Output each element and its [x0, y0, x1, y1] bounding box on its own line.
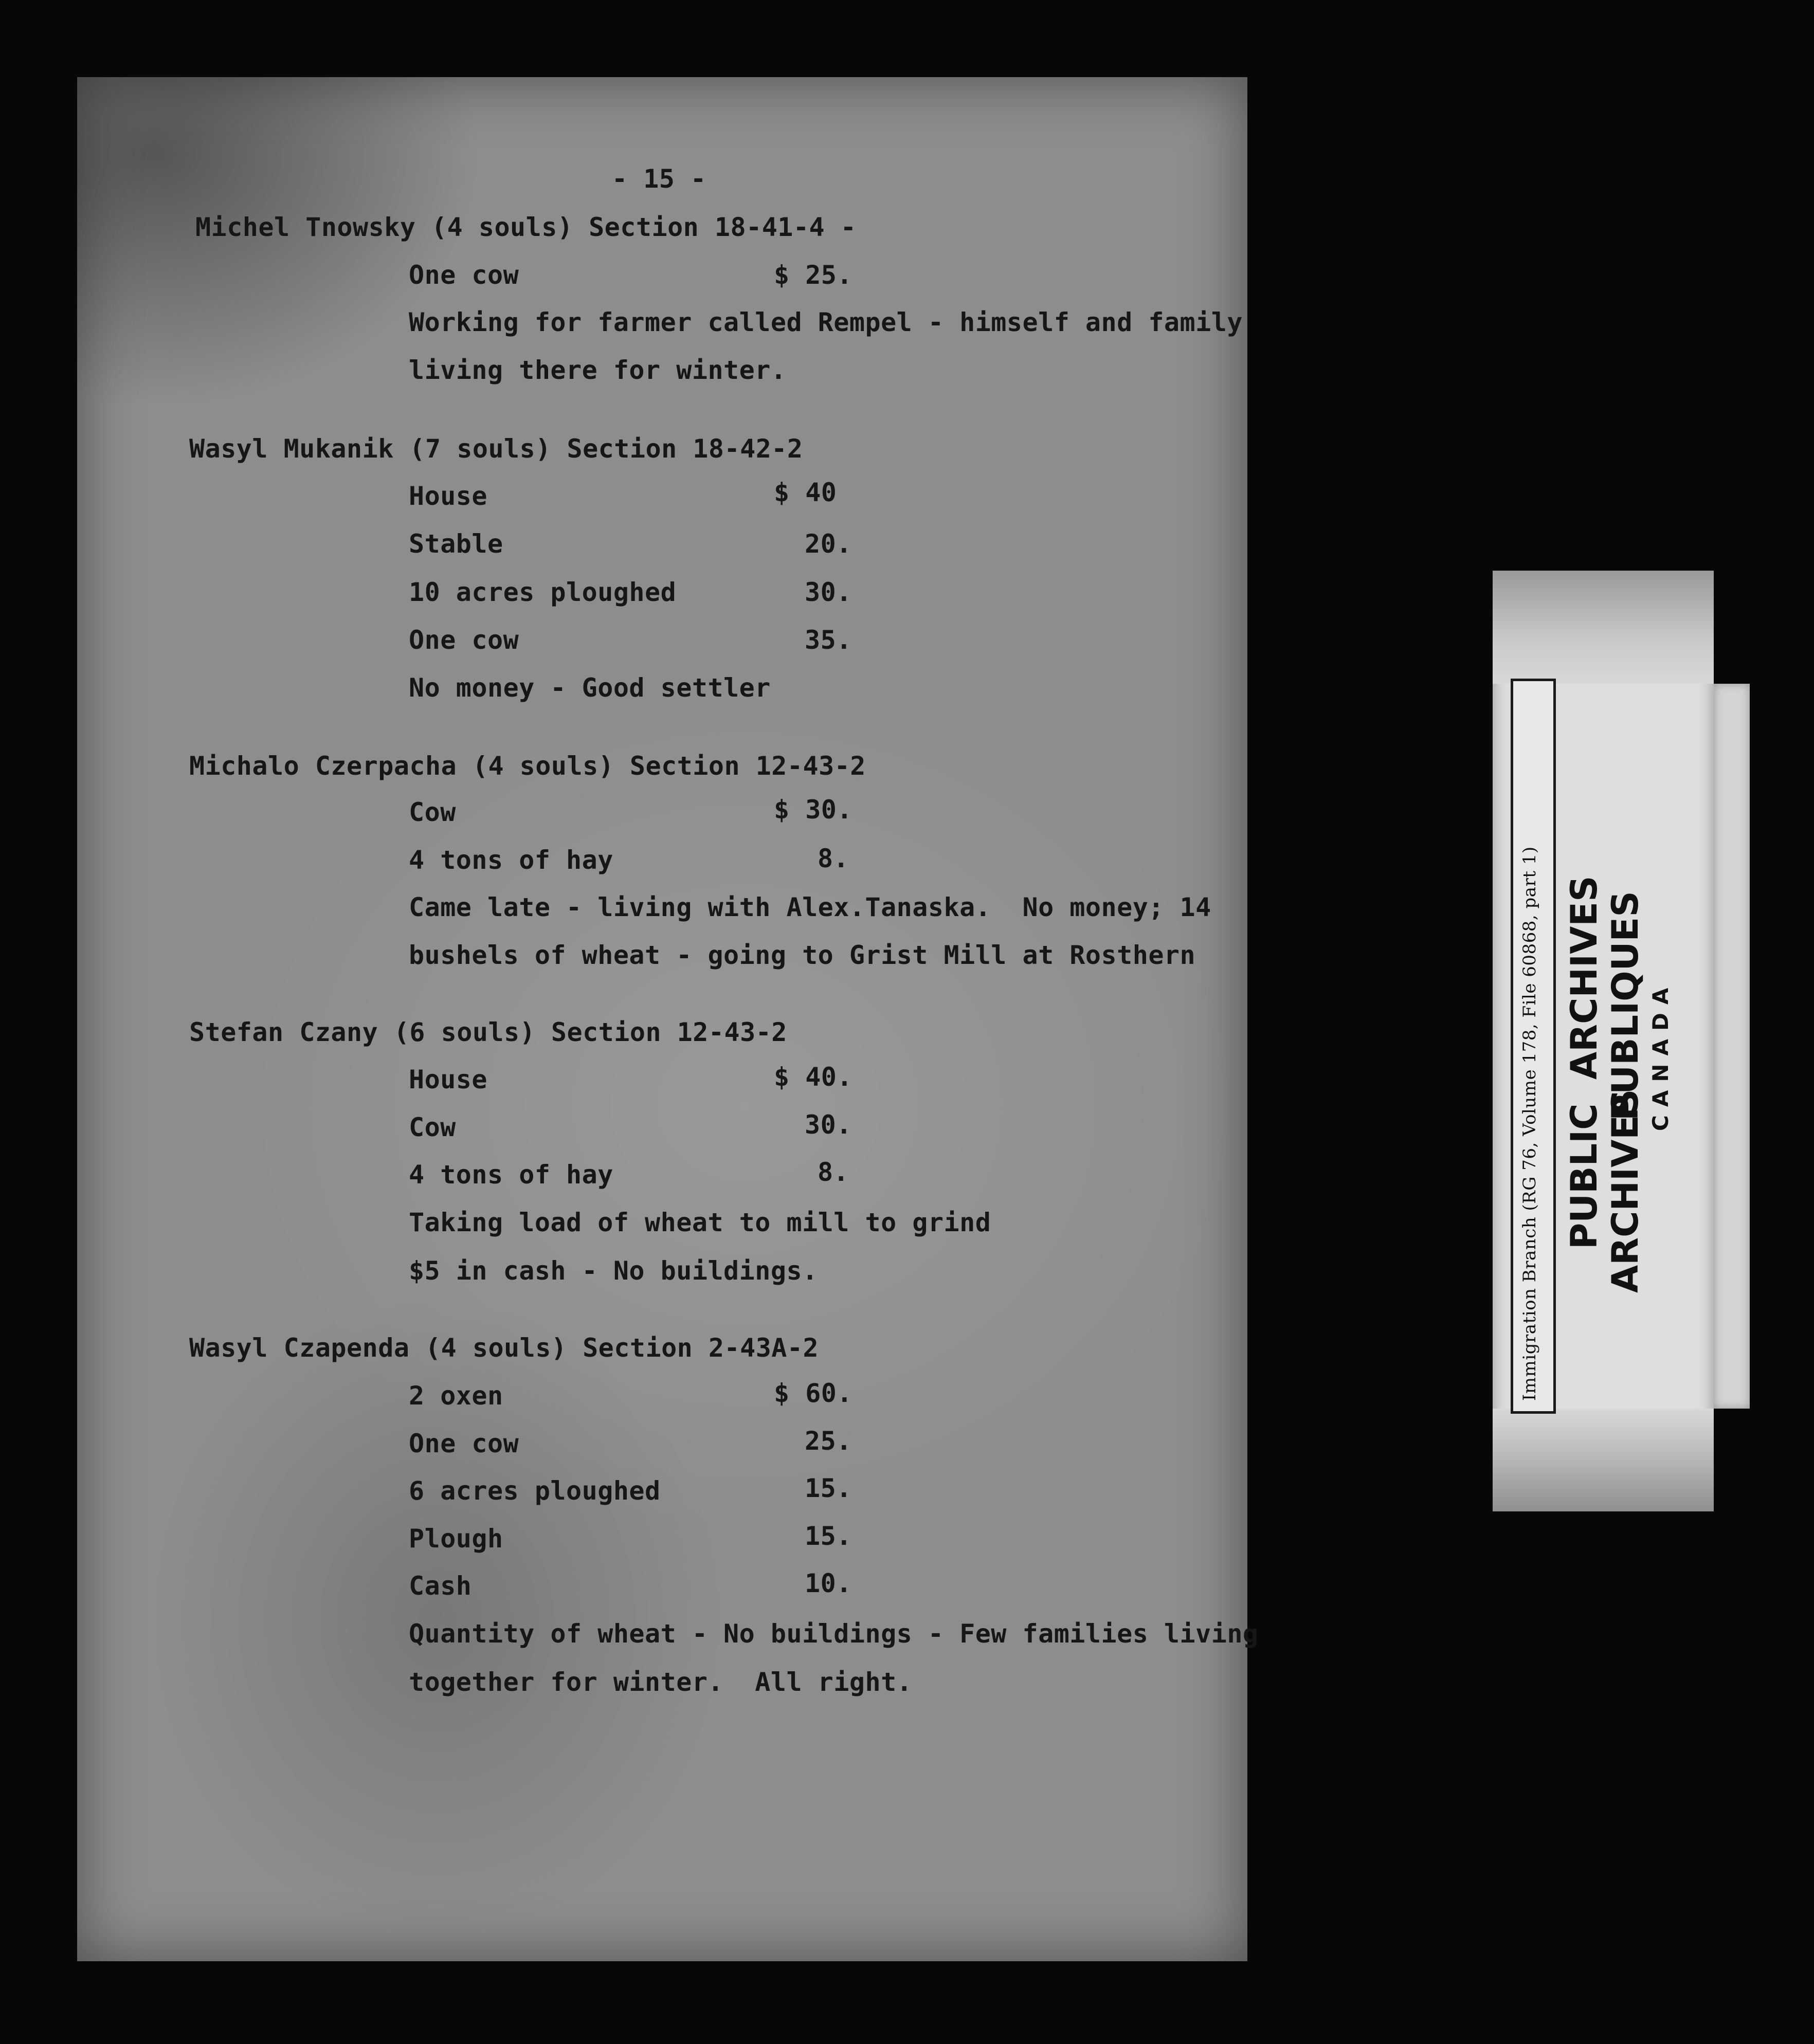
item-label: Cash [409, 1571, 472, 1601]
entry-header: Wasyl Mukanik (7 souls) Section 18-42-2 [189, 434, 803, 464]
label-archives-fr: ARCHIVES [1604, 1089, 1646, 1293]
item-label: Plough [409, 1524, 503, 1554]
item-amount: 30. [805, 577, 852, 607]
item-amount: $ 30. [774, 795, 853, 825]
entry-header: Stefan Czany (6 souls) Section 12-43-2 [189, 1017, 787, 1047]
tape-bottom [1493, 1409, 1714, 1511]
item-label: 6 acres ploughed [409, 1476, 661, 1506]
page-number: - 15 - [612, 164, 706, 194]
entry-note: together for winter. All right. [409, 1667, 913, 1697]
item-amount: 8. [818, 844, 849, 873]
entry-note: Taking load of wheat to mill to grind [409, 1208, 991, 1237]
item-label: House [409, 1065, 488, 1094]
label-canada: CANADA [1648, 979, 1673, 1131]
entry-note: No money - Good settler [409, 673, 771, 703]
item-amount: $ 40. [774, 1062, 853, 1092]
item-amount: 15. [805, 1473, 852, 1503]
entry-note: Working for farmer called Rempel - himself and family [409, 307, 1243, 337]
item-label: 10 acres ploughed [409, 577, 677, 607]
item-label: One cow [409, 260, 519, 290]
entry-note: bushels of wheat - going to Grist Mill at Rosthern [409, 940, 1196, 970]
item-label: Cow [409, 1112, 456, 1142]
item-amount: 35. [805, 625, 852, 655]
item-amount: $ 25. [774, 260, 853, 290]
archive-label-edge [1714, 684, 1750, 1409]
entry-note: living there for winter. [409, 355, 787, 385]
entry-note: Quantity of wheat - No buildings - Few families living [409, 1619, 1259, 1649]
entry-header: Michalo Czerpacha (4 souls) Section 12-43-2 [189, 751, 866, 781]
item-amount: 30. [805, 1110, 852, 1140]
item-amount: $ 60. [774, 1378, 853, 1408]
item-label: House [409, 481, 488, 511]
item-amount: 25. [805, 1426, 852, 1456]
entry-header: Wasyl Czapenda (4 souls) Section 2-43A-2 [189, 1333, 819, 1363]
item-amount: $ 40 [774, 478, 837, 507]
item-amount: 8. [818, 1157, 849, 1187]
entry-note: Came late - living with Alex.Tanaska. No money; 14 [409, 892, 1211, 922]
item-label: One cow [409, 1429, 519, 1458]
file-reference: Immigration Branch (RG 76, Volume 178, File 60868, part 1) [1519, 846, 1540, 1401]
item-amount: 15. [805, 1521, 852, 1551]
label-public: PUBLIC [1563, 1103, 1605, 1249]
item-label: One cow [409, 625, 519, 655]
entry-note: $5 in cash - No buildings. [409, 1256, 818, 1286]
entry-header: Michel Tnowsky (4 souls) Section 18-41-4 - [195, 212, 857, 242]
item-label: 4 tons of hay [409, 845, 613, 875]
label-publiques: PUBLIQUES [1604, 891, 1646, 1121]
typed-document-page [77, 77, 1259, 1961]
tape-top [1493, 571, 1714, 684]
item-label: Stable [409, 529, 503, 559]
item-amount: 10. [805, 1568, 852, 1598]
item-amount: 20. [805, 529, 852, 559]
item-label: Cow [409, 797, 456, 827]
item-label: 2 oxen [409, 1381, 503, 1411]
label-archives: ARCHIVES [1563, 875, 1605, 1080]
item-label: 4 tons of hay [409, 1160, 613, 1190]
